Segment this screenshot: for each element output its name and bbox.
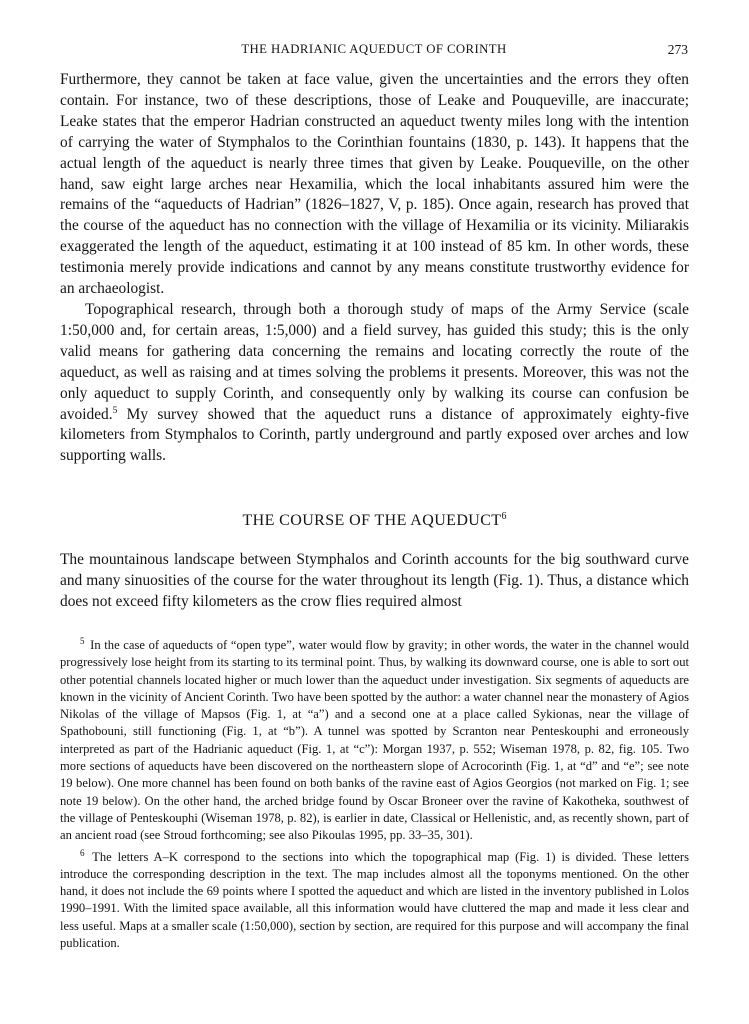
paragraph-text: My survey showed that the aqueduct runs a distance of approximately eighty-five kilometers from Stymphalos to Corinth, partly underground and partly exposed over arches and low supporting walls.: [60, 405, 689, 465]
page-number: 273: [667, 42, 688, 57]
footnote-number: 5: [80, 636, 85, 646]
footnote-text: The letters A–K correspond to the sections into which the topographical map (Fig. 1) is divided. These letters introduce the corresponding description in the text. The map includes almost all the toponyms mentioned. On the other hand, it does not include the 69 points where I spotted the aqueduct and which are listed in the inventory published in Lolos 1990–1991. With the limited space available, all this information would have cluttered the map and made it less clear and less useful. Maps at a smaller scale (1:50,000), section by section, are required for this purpose and will accompany the final publication.: [60, 849, 689, 951]
footnote-reference[interactable]: 6: [501, 511, 507, 522]
footnote: [60, 845, 689, 953]
footnote: [60, 633, 689, 845]
footnote-reference[interactable]: 5: [112, 405, 118, 416]
section-heading: [60, 511, 689, 530]
running-head: [60, 42, 688, 62]
running-head-title: THE HADRIANIC AQUEDUCT OF CORINTH: [241, 42, 507, 56]
paragraph: [60, 300, 689, 467]
section-heading-text: THE COURSE OF THE AQUEDUCT: [242, 512, 502, 529]
section-text: [60, 550, 689, 613]
paragraph-text: Topographical research, through both a thorough study of maps of the Army Service (scale 1:50,000 and, for certain areas, 1:5,000) and a field survey, has guided this study; this is the only valid means for gathering data concerning the remains and locating correctly the route of the aqueduct, as well as raising and at times solving the problems it presents. Moreover, this was not the only aqueduct to supply Corinth, and consequently only by walking its course can confusion be avoided.: [60, 300, 689, 423]
body-text: [60, 70, 689, 467]
footnote-text: In the case of aqueducts of “open type”, water would flow by gravity; in other words, the water in the channel would progressively lose height from its starting to its terminal point. Thus, by walking its downward course, one is able to sort out other potential channels located higher or much lower than the aqueduct under investigation. Six segments of aqueducts are known in the vicinity of Ancient Corinth. Two have been spotted by the author: a water channel near the monastery of Agios Nikolas of the village of Mapsos (Fig. 1, at “a”) and a second one at a place called Sykionas, near the village of Spathobouni, still functioning (Fig. 1, at “b”). A tunnel was spotted by Scranton near Penteskouphi and erroneously interpreted as part of the Hadrianic aqueduct (Fig. 1, at “c”): Morgan 1937, p. 552; Wiseman 1978, p. 82, fig. 105. Two more sections of aqueducts have been discovered on the northeastern slope of Acrocorinth (Fig. 1, at “d” and “e”; see note 19 below). One more channel has been found on both banks of the ravine east of Agios Georgios (not marked on Fig. 1; see note 19 below). On the other hand, the arched bridge found by Oscar Broneer over the ravine of Kakotheka, southwest of the village of Penteskouphi (Wiseman 1978, p. 82), is earlier in date, Classical or Hellenistic, and, as recently shown, part of an ancient road (see Stroud forthcoming; see also Pikoulas 1995, pp. 33–35, 301).: [60, 638, 689, 843]
footnote-number: 6: [80, 847, 85, 858]
paragraph: The mountainous landscape between Stymphalos and Corinth accounts for the big southward curve and many sinuosities of the course for the water throughout its length (Fig. 1). Thus, a distance which does not exceed fifty kilometers as the crow flies required almost: [60, 551, 689, 610]
footnotes: [60, 633, 689, 952]
paragraph: Furthermore, they cannot be taken at face value, given the uncertainties and the errors they often contain. For instance, two of these descriptions, those of Leake and Pouqueville, are inaccurate; Leake states that the emperor Hadrian constructed an aqueduct twenty miles long with the intention of carrying the water of Stymphalos to the Corinthian fountains (1830, p. 143). It happens that the actual length of the aqueduct is nearly three times that given by Leake. Pouqueville, on the other hand, saw eight large arches near Hexamilia, which the local inhabitants assured him were the remains of the “aqueducts of Hadrian” (1826–1827, V, p. 185). Once again, research has proved that the course of the aqueduct has no connection with the village of Hexamilia or its vicinity. Miliarakis exaggerated the length of the aqueduct, estimating it at 100 instead of 85 km. In other words, these testimonia merely provide indications and cannot by any means constitute trustworthy evidence for an archaeologist.: [60, 71, 689, 298]
